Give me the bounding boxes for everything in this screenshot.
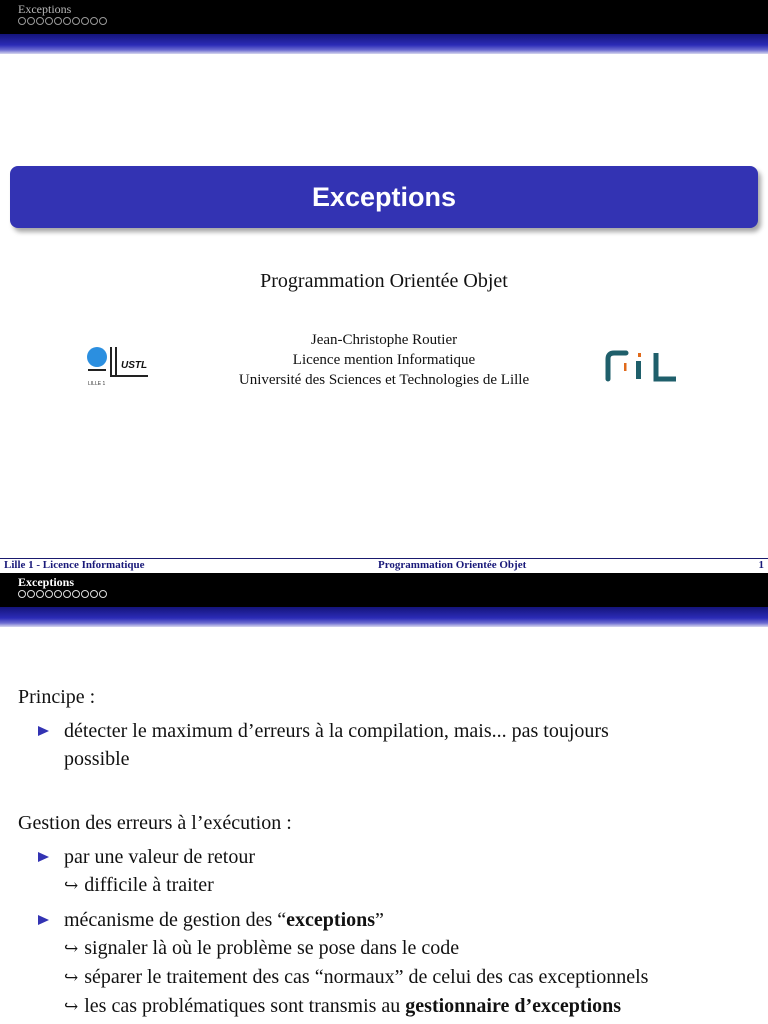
ustl-logo-caption: LILLE 1 (88, 381, 106, 387)
item-text-bold: exceptions (286, 909, 376, 931)
nav-dot[interactable] (18, 590, 26, 598)
subtitle: Programmation Orientée Objet (260, 270, 508, 292)
hook-arrow-icon: ↪ (64, 997, 79, 1017)
nav-dot[interactable] (63, 590, 71, 598)
sub-item (64, 992, 758, 1021)
header-navigation-dots[interactable] (18, 17, 107, 25)
author-block (190, 330, 578, 390)
author-program: Licence mention Informatique (292, 352, 476, 368)
sub-item (64, 934, 758, 963)
triangle-bullet-icon (38, 726, 49, 736)
header-navigation-dots[interactable] (18, 590, 107, 598)
title-block (10, 166, 758, 228)
nav-dot[interactable] (90, 17, 98, 25)
nav-dot[interactable] (45, 590, 53, 598)
ustl-logo (86, 343, 150, 387)
fil-logo (604, 347, 680, 383)
author-institution: Université des Sciences et Technologies de Lille (238, 372, 530, 388)
header-gradient-band (0, 34, 768, 54)
item-text-part: mécanisme de gestion des “ (64, 909, 287, 931)
footer-title: Programmation Orientée Objet (378, 559, 527, 571)
content-slide (0, 573, 768, 1024)
nav-dot[interactable] (81, 590, 89, 598)
header-gradient-band (0, 607, 768, 627)
footer-page-number: 1 (758, 559, 764, 571)
nav-dot[interactable] (36, 17, 44, 25)
nav-dot[interactable] (27, 17, 35, 25)
nav-dot[interactable] (72, 17, 80, 25)
principle-heading: Principe : (18, 686, 96, 708)
header-section-title[interactable]: Exceptions (18, 2, 72, 16)
nav-dot[interactable] (99, 590, 107, 598)
footer-bar (0, 558, 768, 573)
nav-dot[interactable] (72, 590, 80, 598)
nav-dot[interactable] (54, 590, 62, 598)
author-name: Jean-Christophe Routier (310, 332, 458, 348)
sub-item (64, 871, 758, 900)
list-item (18, 717, 758, 773)
hook-arrow-icon: ↪ (64, 968, 79, 988)
item-text: par une valeur de retour (64, 846, 256, 868)
list-item (18, 843, 758, 900)
gestion-heading: Gestion des erreurs à l’exécution : (18, 812, 292, 834)
triangle-bullet-icon (38, 852, 49, 862)
sub-item-text: signaler là où le problème se pose dans le code (84, 937, 460, 959)
header-section-title[interactable]: Exceptions (18, 575, 75, 589)
nav-dot[interactable] (18, 17, 26, 25)
sub-item (64, 963, 758, 992)
nav-dot[interactable] (54, 17, 62, 25)
nav-dot[interactable] (36, 590, 44, 598)
sub-item-bold: gestionnaire d’exceptions (405, 995, 622, 1017)
header-bar (0, 573, 768, 607)
header-bar (0, 0, 768, 34)
nav-dot[interactable] (81, 17, 89, 25)
nav-dot[interactable] (27, 590, 35, 598)
slide-title: Exceptions (311, 181, 457, 212)
item-text: détecter le maximum d’erreurs à la compilation, mais... pas toujours (64, 720, 609, 742)
list-item (18, 906, 758, 1021)
nav-dot[interactable] (63, 17, 71, 25)
nav-dot[interactable] (45, 17, 53, 25)
triangle-bullet-icon (38, 915, 49, 925)
footer-course: Lille 1 - Licence Informatique (4, 559, 145, 571)
nav-dot[interactable] (99, 17, 107, 25)
nav-dot[interactable] (90, 590, 98, 598)
sub-item-text: les cas problématiques sont transmis au (84, 995, 406, 1017)
item-text (64, 906, 758, 934)
item-text: possible (64, 748, 130, 770)
item-text-part: ” (375, 909, 384, 931)
hook-arrow-icon: ↪ (64, 939, 79, 959)
sub-item-text: séparer le traitement des cas “normaux” de celui des cas exceptionnels (84, 966, 649, 988)
slide-body (18, 683, 758, 1021)
hook-arrow-icon: ↪ (64, 876, 79, 896)
ustl-logo-text: USTL (121, 360, 148, 371)
sub-item-text: difficile à traiter (84, 874, 214, 896)
